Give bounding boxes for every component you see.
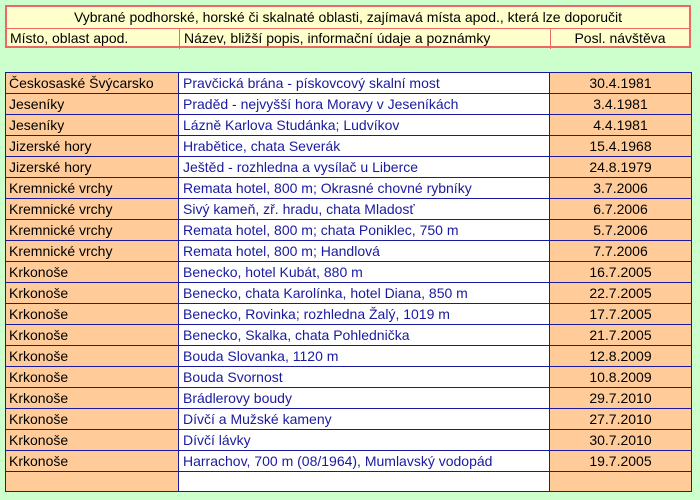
table-row bbox=[6, 199, 692, 220]
description-cell[interactable]: Remata hotel, 800 m; Okrasné chovné rybníky bbox=[179, 178, 550, 199]
description-cell[interactable]: Benecko, Skalka, chata Pohlednička bbox=[179, 325, 550, 346]
description-cell[interactable]: Praděd - nejvyšší hora Moravy v Jeseníkách bbox=[179, 94, 550, 115]
place-cell: Krkonoše bbox=[6, 262, 179, 283]
date-cell: 3.4.1981 bbox=[550, 94, 692, 115]
place-cell: Krkonoše bbox=[6, 451, 179, 472]
description-cell[interactable]: Pravčická brána - pískovcový skalní most bbox=[179, 73, 550, 94]
column-header-last-visit: Posl. návštěva bbox=[574, 30, 666, 46]
table-row bbox=[6, 430, 692, 451]
place-cell: Krkonoše bbox=[6, 430, 179, 451]
date-cell: 16.7.2005 bbox=[550, 262, 692, 283]
date-cell: 15.4.1968 bbox=[550, 136, 692, 157]
table-row bbox=[6, 409, 692, 430]
date-cell: 7.7.2006 bbox=[550, 241, 692, 262]
place-cell: Krkonoše bbox=[6, 283, 179, 304]
table-header bbox=[5, 5, 691, 48]
description-cell[interactable]: Brádlerovy boudy bbox=[179, 388, 550, 409]
description-cell[interactable]: Bouda Svornost bbox=[179, 367, 550, 388]
date-cell: 24.8.1979 bbox=[550, 157, 692, 178]
place-cell: Jeseníky bbox=[6, 115, 179, 136]
description-cell[interactable]: Dívčí a Mužské kameny bbox=[179, 409, 550, 430]
description-cell[interactable]: Remata hotel, 800 m; chata Poniklec, 750 m bbox=[179, 220, 550, 241]
place-cell: Jeseníky bbox=[6, 94, 179, 115]
description-cell[interactable]: Remata hotel, 800 m; Handlová bbox=[179, 241, 550, 262]
description-cell[interactable]: Hrabětice, chata Severák bbox=[179, 136, 550, 157]
description-cell[interactable]: Sivý kameň, zř. hradu, chata Mladosť bbox=[179, 199, 550, 220]
description-cell[interactable]: Harrachov, 700 m (08/1964), Mumlavský vodopád bbox=[179, 451, 550, 472]
table-row bbox=[6, 388, 692, 409]
place-cell: Krkonoše bbox=[6, 367, 179, 388]
date-cell: 30.7.2010 bbox=[550, 430, 692, 451]
date-cell: 17.7.2005 bbox=[550, 304, 692, 325]
date-cell: 30.4.1981 bbox=[550, 73, 692, 94]
description-cell[interactable]: Benecko, hotel Kubát, 880 m bbox=[179, 262, 550, 283]
table-row bbox=[6, 325, 692, 346]
date-cell: 27.7.2010 bbox=[550, 409, 692, 430]
place-cell: Krkonoše bbox=[6, 409, 179, 430]
column-header-place: Místo, oblast apod. bbox=[7, 29, 180, 49]
table-row bbox=[6, 178, 692, 199]
table-row bbox=[6, 367, 692, 388]
description-cell[interactable]: Benecko, Rovinka; rozhledna Žalý, 1019 m bbox=[179, 304, 550, 325]
date-cell: 22.7.2005 bbox=[550, 283, 692, 304]
date-cell bbox=[550, 472, 692, 492]
table-row bbox=[6, 283, 692, 304]
description-cell[interactable]: Ještěd - rozhledna a vysílač u Liberce bbox=[179, 157, 550, 178]
description-cell[interactable]: Dívčí lávky bbox=[179, 430, 550, 451]
place-cell: Kremnické vrchy bbox=[6, 220, 179, 241]
table-row bbox=[6, 346, 692, 367]
place-cell: Krkonoše bbox=[6, 304, 179, 325]
place-cell: Krkonoše bbox=[6, 346, 179, 367]
date-cell: 5.7.2006 bbox=[550, 220, 692, 241]
description-cell bbox=[179, 472, 550, 492]
place-cell: Českosaské Švýcarsko bbox=[6, 73, 179, 94]
table-row bbox=[6, 136, 692, 157]
date-cell: 4.4.1981 bbox=[550, 115, 692, 136]
table-row bbox=[6, 472, 692, 492]
table-row bbox=[6, 220, 692, 241]
place-cell: Jizerské hory bbox=[6, 157, 179, 178]
places-table bbox=[5, 72, 692, 492]
place-cell bbox=[6, 472, 179, 492]
date-cell: 3.7.2006 bbox=[550, 178, 692, 199]
table-row bbox=[6, 451, 692, 472]
table-row bbox=[6, 73, 692, 94]
table-row bbox=[6, 304, 692, 325]
table-row bbox=[6, 157, 692, 178]
date-cell: 10.8.2009 bbox=[550, 367, 692, 388]
description-cell[interactable]: Lázně Karlova Studánka; Ludvíkov bbox=[179, 115, 550, 136]
date-cell: 29.7.2010 bbox=[550, 388, 692, 409]
date-cell: 12.8.2009 bbox=[550, 346, 692, 367]
place-cell: Krkonoše bbox=[6, 388, 179, 409]
table-row bbox=[6, 241, 692, 262]
description-cell[interactable]: Benecko, chata Karolínka, hotel Diana, 850 m bbox=[179, 283, 550, 304]
date-cell: 21.7.2005 bbox=[550, 325, 692, 346]
date-cell: 19.7.2005 bbox=[550, 451, 692, 472]
place-cell: Kremnické vrchy bbox=[6, 241, 179, 262]
table-row bbox=[6, 94, 692, 115]
place-cell: Kremnické vrchy bbox=[6, 178, 179, 199]
table-row bbox=[6, 262, 692, 283]
date-cell: 6.7.2006 bbox=[550, 199, 692, 220]
page-title: Vybrané podhorské, horské či skalnaté oblasti, zajímavá místa apod., která lze doporučit bbox=[7, 7, 689, 29]
place-cell: Kremnické vrchy bbox=[6, 199, 179, 220]
table-row bbox=[6, 115, 692, 136]
description-cell[interactable]: Bouda Slovanka, 1120 m bbox=[179, 346, 550, 367]
place-cell: Krkonoše bbox=[6, 325, 179, 346]
column-header-description: Název, bližší popis, informační údaje a poznámky bbox=[180, 29, 551, 49]
place-cell: Jizerské hory bbox=[6, 136, 179, 157]
